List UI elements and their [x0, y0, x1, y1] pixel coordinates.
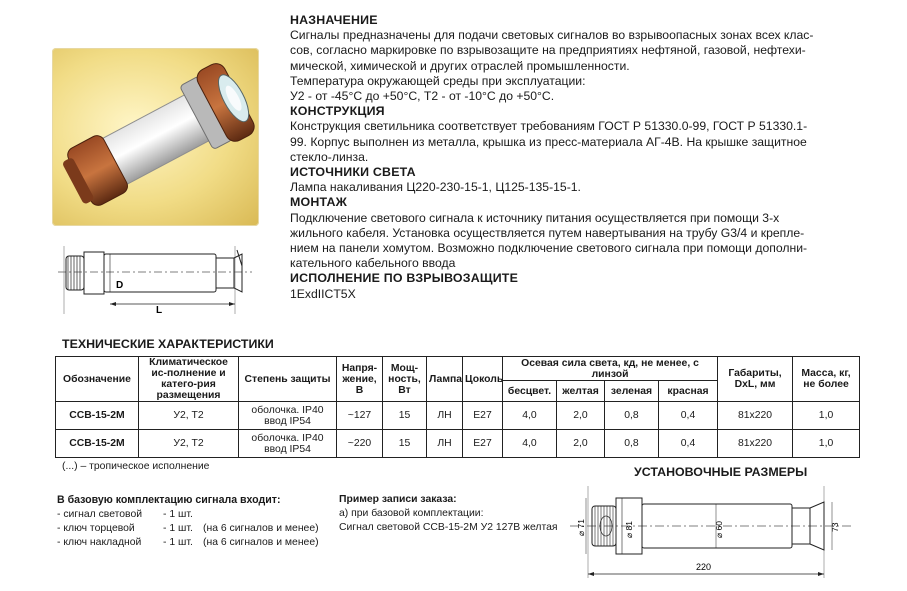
- dimension-drawing-small: [52, 238, 262, 316]
- cell-designation: ССВ-15-2М: [56, 430, 139, 458]
- col-lamp: Лампа: [427, 357, 463, 402]
- table-row: [56, 402, 860, 430]
- kit-item: [57, 523, 319, 534]
- mount-line: Подключение светового сигнала к источнику питания осуществляется при помощи 3-х: [290, 210, 780, 225]
- order-line: а) при базовой комплектации:: [339, 508, 484, 519]
- cell-dimensions: 81х220: [718, 430, 793, 458]
- col-luminous-intensity: Осевая сила света, кд, не менее, с линзой: [503, 357, 718, 381]
- dim-73: 73: [830, 522, 840, 532]
- kit-item-extra: (на 6 сигналов и менее): [203, 523, 319, 534]
- col-red: красная: [659, 381, 718, 402]
- cell-yellow: 2,0: [557, 430, 605, 458]
- order-title: Пример записи заказа:: [339, 494, 457, 505]
- label-d: D: [116, 280, 124, 291]
- kit-item-name: - ключ накладной: [57, 537, 142, 548]
- cell-lamp: ЛН: [427, 430, 463, 458]
- kit-item: [57, 537, 319, 548]
- col-climate: Климатическое ис-полнение и катего-рия размещения: [139, 357, 239, 402]
- design-line: стекло-линза.: [290, 149, 369, 164]
- cell-voltage: ~220: [337, 430, 383, 458]
- cell-climate: У2, Т2: [139, 430, 239, 458]
- cell-climate: У2, Т2: [139, 402, 239, 430]
- heading-light-source: ИСТОЧНИКИ СВЕТА: [290, 165, 416, 180]
- col-socket: Цоколь: [463, 357, 503, 402]
- dim-diameter-60: ⌀ 60: [714, 521, 724, 538]
- col-power: Мощ-ность, Вт: [383, 357, 427, 402]
- design-line: 99. Корпус выполнен из металла, крышка из пресс-материала АГ-4В. На крышке защитное: [290, 134, 807, 149]
- heading-mounting: МОНТАЖ: [290, 195, 348, 210]
- cell-protection: [239, 402, 337, 430]
- install-dimension-drawing: [566, 482, 854, 586]
- lamp-side-view: [52, 238, 262, 316]
- install-drawing: [566, 482, 854, 586]
- col-colorless: бесцвет.: [503, 381, 557, 402]
- spec-table: [55, 356, 860, 458]
- cell-mass: 1,0: [793, 430, 860, 458]
- col-green: зеленая: [605, 381, 659, 402]
- purpose-line: У2 - от -45°С до +50°С, Т2 - от -10°С до +50°С.: [290, 89, 555, 104]
- cell-red: 0,4: [659, 430, 718, 458]
- kit-item-extra: (на 6 сигналов и менее): [203, 537, 319, 548]
- cell-socket: Е27: [463, 430, 503, 458]
- cell-power: 15: [383, 430, 427, 458]
- label-l: L: [156, 305, 163, 316]
- tropical-note: (...) – тропическое исполнение: [62, 461, 210, 472]
- col-protection: Степень защиты: [239, 357, 337, 402]
- kit-title: В базовую комплектацию сигнала входит:: [57, 494, 281, 506]
- cell-colorless: 4,0: [503, 402, 557, 430]
- cell-power: 15: [383, 402, 427, 430]
- explosion-line: 1ExdIICT5X: [290, 286, 356, 301]
- signal-lamp-illustration: [52, 48, 259, 226]
- cell-voltage: ~127: [337, 402, 383, 430]
- mount-line: жильного кабеля. Установка осуществляется путем навертывания на трубу G3/4 и крепле-: [290, 225, 805, 240]
- kit-item-qty: - 1 шт.: [163, 523, 193, 534]
- protection-entry: ввод IP54: [264, 415, 311, 427]
- dim-diameter-71: ⌀ 71: [576, 519, 586, 536]
- purpose-line: сов, согласно маркировке по взрывозащите на предприятиях нефтяной, газовой, нефтехи-: [290, 43, 806, 58]
- cell-socket: Е27: [463, 402, 503, 430]
- protection-entry: ввод IP54: [264, 443, 311, 455]
- table-row: [56, 430, 860, 458]
- product-photo: [52, 48, 259, 226]
- cell-designation: ССВ-15-2М: [56, 402, 139, 430]
- kit-item-name: - сигнал световой: [57, 509, 143, 520]
- protection-shell: оболочка. IP40: [251, 404, 324, 416]
- cell-lamp: ЛН: [427, 402, 463, 430]
- install-title: УСТАНОВОЧНЫЕ РАЗМЕРЫ: [634, 465, 808, 479]
- kit-item-qty: - 1 шт.: [163, 537, 193, 548]
- cell-protection: [239, 430, 337, 458]
- cell-red: 0,4: [659, 402, 718, 430]
- col-dimensions: Габариты, DxL, мм: [718, 357, 793, 402]
- heading-explosion-protection: ИСПОЛНЕНИЕ ПО ВЗРЫВОЗАЩИТЕ: [290, 271, 519, 286]
- order-line: Сигнал световой ССВ-15-2М У2 127В желтая: [339, 522, 558, 533]
- cell-yellow: 2,0: [557, 402, 605, 430]
- description-block: [290, 13, 858, 302]
- purpose-line: Сигналы предназначены для подачи световых сигналов во взрывоопасных зонах всех клас-: [290, 28, 814, 43]
- heading-design: КОНСТРУКЦИЯ: [290, 104, 385, 119]
- col-mass: Масса, кг, не более: [793, 357, 860, 402]
- col-designation: Обозначение: [56, 357, 139, 402]
- col-voltage: Напря-жение, В: [337, 357, 383, 402]
- purpose-line: Температура окружающей среды при эксплуатации:: [290, 73, 586, 88]
- kit-item-qty: - 1 шт.: [163, 509, 193, 520]
- kit-item-name: - ключ торцевой: [57, 523, 135, 534]
- dim-length-220: 220: [696, 562, 712, 572]
- cell-mass: 1,0: [793, 402, 860, 430]
- mount-line: кательного кабельного ввода: [290, 256, 456, 271]
- purpose-line: мической, химической и других отраслей промышленности.: [290, 58, 630, 73]
- tech-title: ТЕХНИЧЕСКИЕ ХАРАКТЕРИСТИКИ: [62, 337, 274, 351]
- cell-green: 0,8: [605, 430, 659, 458]
- design-line: Конструкция светильника соответствует требованиям ГОСТ Р 51330.0-99, ГОСТ Р 51330.1-: [290, 119, 808, 134]
- mount-line: нием на панели хомутом. Возможно подключение светового сигнала при помощи дополни-: [290, 241, 808, 256]
- heading-purpose: НАЗНАЧЕНИЕ: [290, 13, 378, 27]
- cell-colorless: 4,0: [503, 430, 557, 458]
- dim-diameter-81: ⌀ 81: [624, 521, 634, 538]
- cell-dimensions: 81х220: [718, 402, 793, 430]
- kit-item: [57, 509, 203, 520]
- light-line: Лампа накаливания Ц220-230-15-1, Ц125-135-15-1.: [290, 180, 581, 195]
- cell-green: 0,8: [605, 402, 659, 430]
- col-yellow: желтая: [557, 381, 605, 402]
- protection-shell: оболочка. IP40: [251, 432, 324, 444]
